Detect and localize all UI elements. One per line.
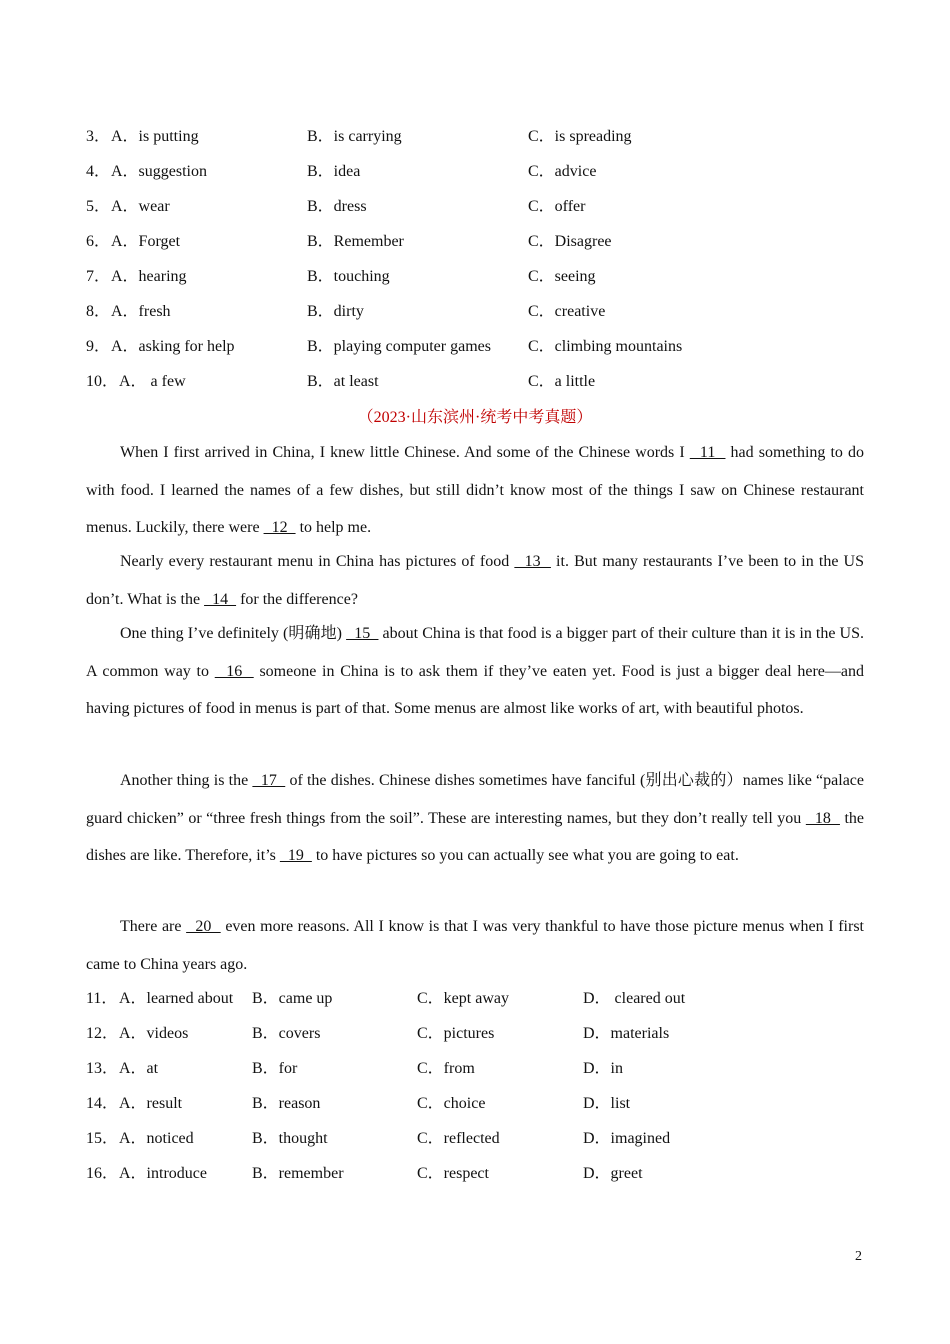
option-b: B．dirty <box>307 303 364 320</box>
passage-text: One thing I’ve definitely (明确地) <box>120 625 347 642</box>
option-c: C．reflected <box>417 1130 500 1147</box>
option-a: A．hearing <box>111 268 187 285</box>
passage-paragraph-1 <box>86 434 864 547</box>
blank-16: 16 <box>214 662 254 680</box>
option-a: A．is putting <box>111 128 199 145</box>
question-number: 8． <box>86 303 111 320</box>
blank-11: 11 <box>689 444 726 461</box>
passage-text: to have pictures so you can actually see what you are going to eat. <box>311 847 739 864</box>
option-row-10 <box>86 370 864 394</box>
passage-text: even more reasons. All I know is that I was very thankful to have those picture menus when I first came to China years ago. <box>86 918 864 973</box>
question-number: 5． <box>86 198 111 215</box>
passage-text: Nearly every restaurant menu in China has pictures of food <box>120 553 515 570</box>
option-c: C．seeing <box>528 268 596 285</box>
option-a: A．suggestion <box>111 163 208 180</box>
option-b: B．dress <box>307 198 367 215</box>
option-b: B．is carrying <box>307 128 402 145</box>
option-c: C．pictures <box>417 1025 495 1042</box>
option-a: A．noticed <box>119 1130 194 1147</box>
option-a: A．asking for help <box>111 338 235 355</box>
option-c: C．respect <box>417 1165 489 1182</box>
option-row-9 <box>86 335 864 359</box>
option-b: B．reason <box>252 1095 321 1112</box>
passage-text: When I first arrived in China, I knew little Chinese. And some of the Chinese words I <box>120 444 690 461</box>
section-title: （2023·山东滨州·统考中考真题） <box>357 409 593 426</box>
option-d: D．greet <box>583 1165 643 1182</box>
option-b: B．at least <box>307 373 379 390</box>
option-row-11 <box>86 987 864 1011</box>
option-row-8 <box>86 300 864 324</box>
option-c: C．choice <box>417 1095 486 1112</box>
passage-text: Another thing is the <box>120 772 253 789</box>
option-row-15 <box>86 1127 864 1151</box>
passage-text: it. But many restaurants I’ve been to in the US don’t. What is the <box>86 553 865 608</box>
passage-paragraph-5 <box>86 908 864 983</box>
option-c: C．a little <box>528 373 596 390</box>
blank-20: 20 <box>186 918 221 935</box>
option-c: C．Disagree <box>528 233 612 250</box>
option-d: D．imagined <box>583 1130 671 1147</box>
option-d: D．in <box>583 1060 624 1077</box>
question-number: 4． <box>86 163 111 180</box>
option-c: C．advice <box>528 163 597 180</box>
option-d: D． cleared out <box>583 990 686 1007</box>
option-row-13 <box>86 1057 864 1081</box>
option-b: B．thought <box>252 1130 328 1147</box>
option-a: A．fresh <box>111 303 171 320</box>
option-c: C．is spreading <box>528 128 632 145</box>
blank-12: 12 <box>263 519 296 536</box>
option-a: A． a few <box>119 373 186 390</box>
option-c: C．from <box>417 1060 475 1077</box>
question-number: 15． <box>86 1130 119 1147</box>
blank-17: 17 <box>252 772 286 789</box>
question-number: 7． <box>86 268 111 285</box>
page-number: 2 <box>855 1249 862 1264</box>
passage-text: about China is that food is a bigger part of their culture than it is in the US. A common way to <box>86 625 865 680</box>
option-b: B．came up <box>252 990 333 1007</box>
option-row-12 <box>86 1022 864 1046</box>
question-number: 6． <box>86 233 111 250</box>
question-number: 3． <box>86 128 111 145</box>
option-row-6 <box>86 230 864 254</box>
passage-text: had something to do with food. I learned the names of a few dishes, but still didn’t know most of the things I saw on Chinese restaurant menus. Luckily, there were <box>86 444 865 536</box>
option-c: C．offer <box>528 198 586 215</box>
option-row-4 <box>86 160 864 184</box>
question-number: 14． <box>86 1095 119 1112</box>
blank-15: 15 <box>346 625 379 642</box>
question-number: 16． <box>86 1165 119 1182</box>
option-c: C．climbing mountains <box>528 338 683 355</box>
passage-paragraph-3 <box>86 615 864 728</box>
option-row-7 <box>86 265 864 289</box>
option-b: B．touching <box>307 268 390 285</box>
blank-18: 18 <box>805 809 840 827</box>
option-a: A．wear <box>111 198 170 215</box>
blank-19: 19 <box>279 847 312 864</box>
option-c: C．creative <box>528 303 606 320</box>
question-number: 13． <box>86 1060 119 1077</box>
option-b: B．idea <box>307 163 361 180</box>
option-b: B．Remember <box>307 233 404 250</box>
passage-text: of the dishes. Chinese dishes sometimes have fanciful (别出心裁的）names like “palace guard chicken” or “three fresh things from the soil”. These are interesting names, but they don’t really tell you <box>86 772 864 827</box>
option-b: B．covers <box>252 1025 321 1042</box>
option-d: D．materials <box>583 1025 670 1042</box>
option-b: B．playing computer games <box>307 338 491 355</box>
option-row-3 <box>86 125 864 149</box>
option-b: B．for <box>252 1060 298 1077</box>
blank-14: 14 <box>204 590 237 608</box>
option-d: D．list <box>583 1095 631 1112</box>
blank-13: 13 <box>514 553 551 570</box>
question-number: 9． <box>86 338 111 355</box>
passage-text: someone in China is to ask them if they’ve eaten yet. Food is just a bigger deal here—and having pictures of food in menus is part of that. Some menus are almost like works of art, with beautiful photos. <box>86 662 865 717</box>
option-c: C．kept away <box>417 990 509 1007</box>
passage-text: for the difference? <box>236 590 358 608</box>
passage-paragraph-4 <box>86 762 864 875</box>
option-a: A．at <box>119 1060 159 1077</box>
passage-text: the dishes are like. Therefore, it’s <box>86 809 865 864</box>
passage-text: There are <box>120 918 187 935</box>
question-number: 12． <box>86 1025 119 1042</box>
passage-paragraph-2 <box>86 543 864 618</box>
option-a: A．Forget <box>111 233 181 250</box>
option-row-14 <box>86 1092 864 1116</box>
option-a: A．result <box>119 1095 183 1112</box>
option-row-5 <box>86 195 864 219</box>
option-row-16 <box>86 1162 864 1186</box>
option-a: A．videos <box>119 1025 189 1042</box>
question-number: 11． <box>86 990 118 1007</box>
passage-text: to help me. <box>295 519 372 536</box>
option-a: A．introduce <box>119 1165 207 1182</box>
question-number: 10． <box>86 373 119 390</box>
option-b: B．remember <box>252 1165 344 1182</box>
option-a: A．learned about <box>119 990 234 1007</box>
